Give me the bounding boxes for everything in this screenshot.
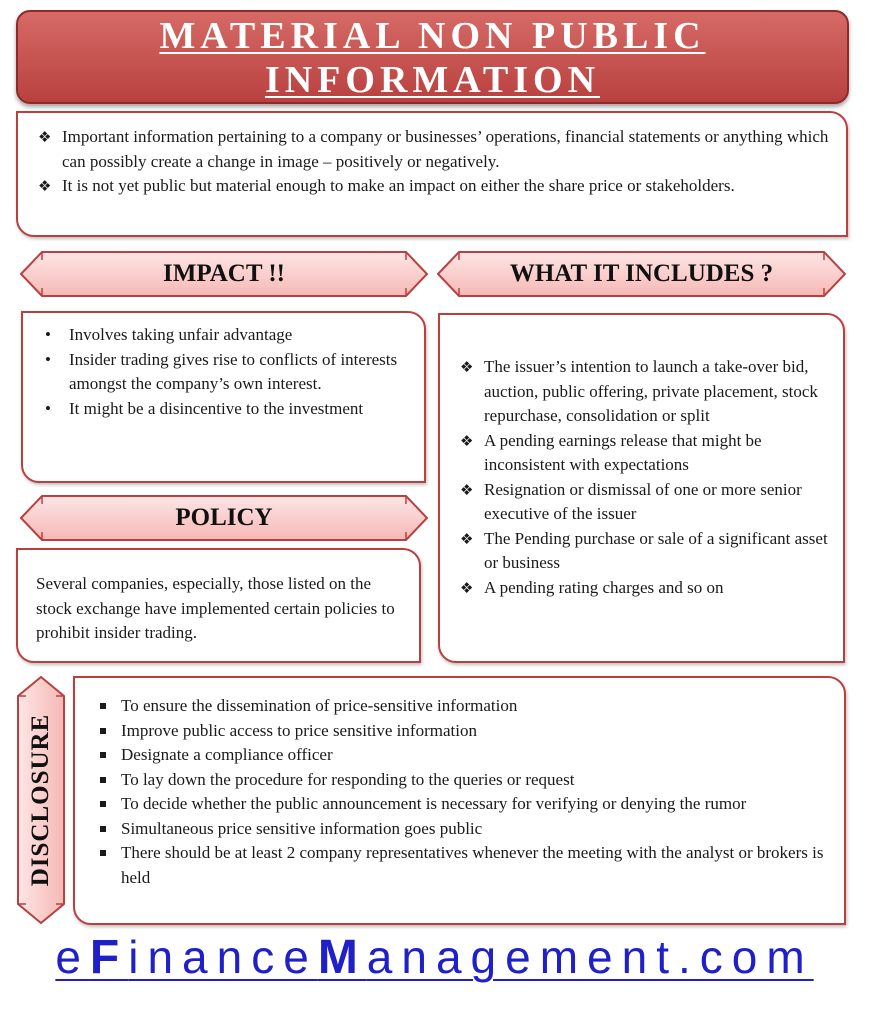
impact-list: [41, 323, 412, 421]
disclosure-heading: DISCLOSURE: [27, 713, 54, 887]
site-link-part: e: [55, 931, 90, 983]
policy-box: [16, 548, 421, 663]
impact-box: [21, 311, 426, 483]
impact-item: • Involves taking unfair advantage: [41, 323, 412, 348]
disclosure-item: To decide whether the public announcement is necessary for verifying or denying the rumor: [95, 792, 830, 817]
title-line-2: INFORMATION: [264, 59, 601, 101]
disclosure-box: [73, 676, 846, 925]
intro-item: ❖ It is not yet public but material enough to make an impact on either the share price or stakeholders.: [38, 174, 832, 199]
disclosure-item: There should be at least 2 company representatives whenever the meeting with the analyst or brokers is held: [95, 841, 830, 890]
includes-item: ❖ A pending earnings release that might be inconsistent with expectations: [460, 429, 831, 478]
includes-item: ❖ The issuer’s intention to launch a take-over bid, auction, public offering, private placement, stock repurchase, consolidation or split: [460, 355, 831, 429]
policy-text: Several companies, especially, those listed on the stock exchange have implemented certain policies to prohibit insider trading.: [36, 574, 395, 642]
includes-item: ❖ The Pending purchase or sale of a significant asset or business: [460, 527, 831, 576]
site-link-part: M: [317, 931, 367, 984]
intro-box: [16, 111, 848, 237]
disclosure-item: Simultaneous price sensitive information goes public: [95, 817, 830, 842]
includes-item: ❖ A pending rating charges and so on: [460, 576, 831, 601]
includes-box: [438, 313, 845, 663]
includes-banner: [437, 249, 846, 299]
site-link-part: F: [89, 931, 129, 984]
disclosure-item: To ensure the dissemination of price-sensitive information: [95, 694, 830, 719]
disclosure-list: [95, 694, 830, 890]
footer: [0, 926, 869, 996]
includes-item: ❖ Resignation or dismissal of one or more senior executive of the issuer: [460, 478, 831, 527]
impact-item: • It might be a disincentive to the investment: [41, 397, 412, 422]
impact-heading: IMPACT !!: [163, 260, 285, 287]
disclosure-item: To lay down the procedure for responding to the queries or request: [95, 768, 830, 793]
disclosure-item: Designate a compliance officer: [95, 743, 830, 768]
site-link[interactable]: [55, 931, 813, 983]
site-link-part: inance: [128, 931, 318, 983]
title-line-1: MATERIAL NON PUBLIC: [159, 15, 706, 57]
impact-item: • Insider trading gives rise to conflicts of interests amongst the company’s own interest.: [41, 348, 412, 397]
page-title: [16, 10, 849, 104]
intro-item: ❖ Important information pertaining to a company or businesses’ operations, financial statements or anything which can possibly create a change in image – positively or negatively.: [38, 125, 832, 174]
site-link-part: anagement.com: [366, 931, 814, 983]
policy-banner: [20, 493, 428, 543]
disclosure-banner: [16, 676, 66, 924]
policy-heading: POLICY: [175, 504, 273, 531]
impact-banner: [20, 249, 428, 299]
intro-list: [38, 125, 832, 199]
includes-list: [460, 355, 831, 600]
includes-heading: WHAT IT INCLUDES ?: [509, 260, 774, 287]
disclosure-item: Improve public access to price sensitive information: [95, 719, 830, 744]
